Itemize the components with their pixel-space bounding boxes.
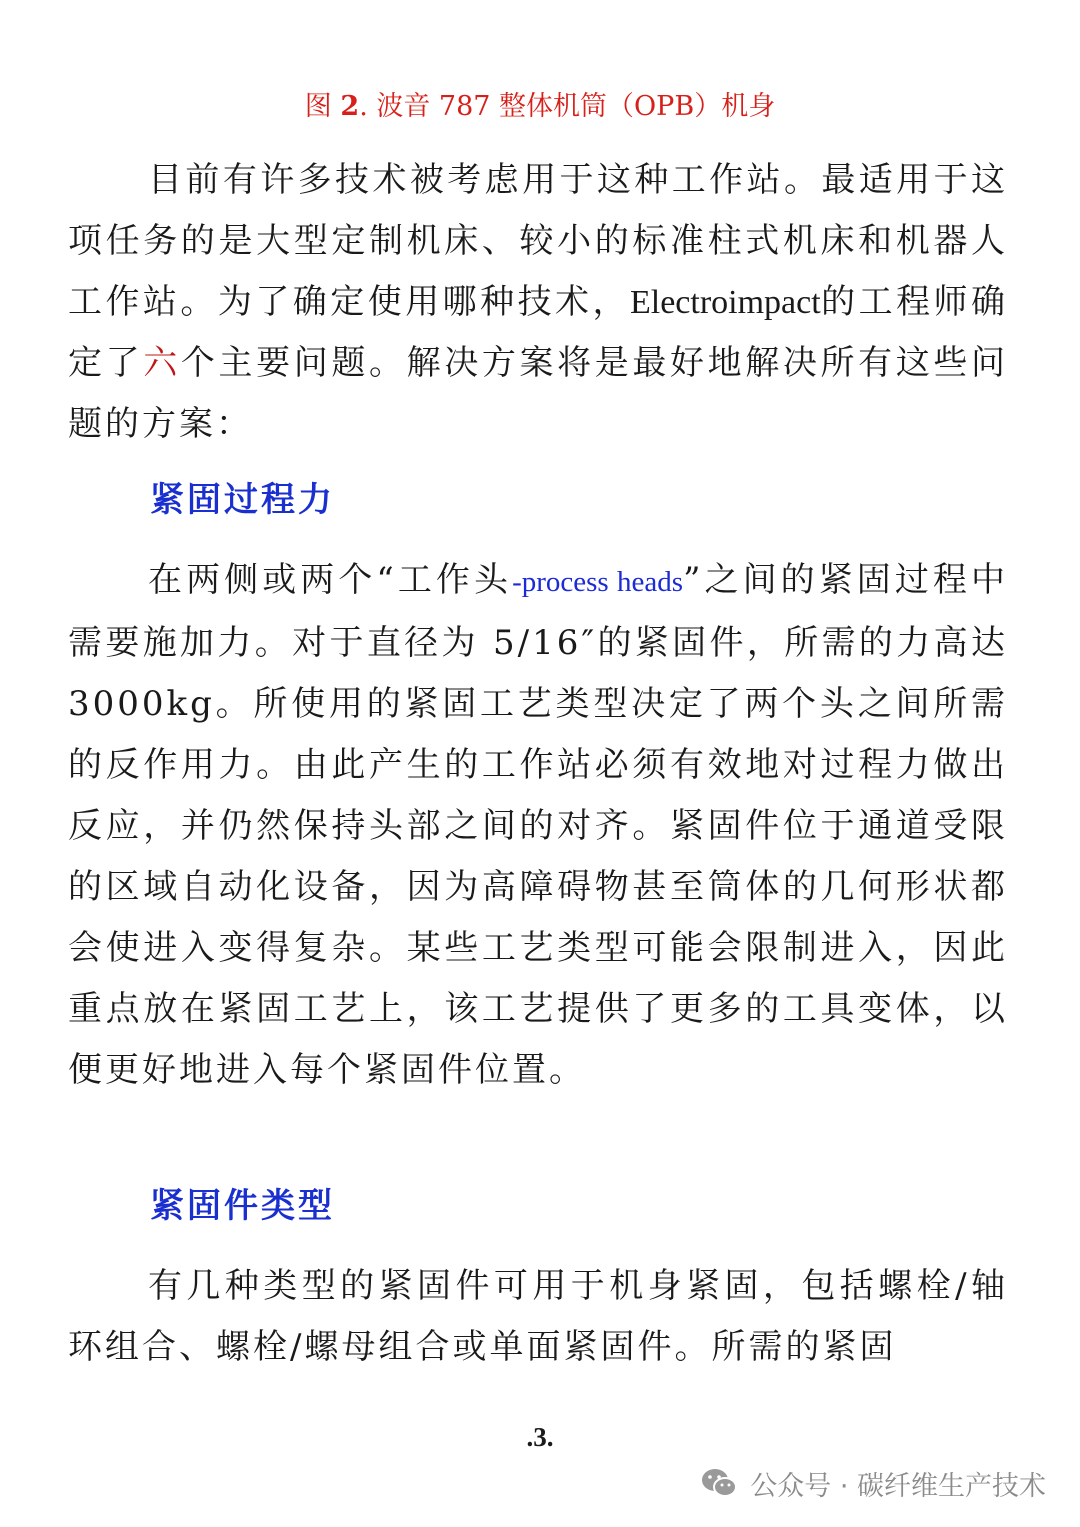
- paragraph-fastener-types: 有几种类型的紧固件可用于机身紧固，包括螺栓/轴环组合、螺栓/螺母组合或单面紧固件。所需的紧固: [68, 1266, 1008, 1367]
- watermark: [700, 1461, 1046, 1505]
- process-heads-term: -process heads: [512, 566, 684, 598]
- section-heading-fastener-types: 紧固件类型: [150, 1186, 335, 1226]
- figure-caption: [0, 84, 1080, 123]
- paragraph-intro: [68, 150, 1008, 455]
- paragraph-process-force-part2: ”之间的紧固过程中需要施加力。对于直径为 5/16″的紧固件，所需的力高达 3000kg。所使用的紧固工艺类型决定了两个头之间所需的反作用力。由此产生的工作站必须有效地对过程力做出反应，并仍然保持头部之间的对齐。紧固件位于通道受限的区域自动化设备，因为高障碍物甚至筒体的几何形状都会使进入变得复杂。某些工艺类型可能会限制进入，因此重点放在紧固工艺上，该工艺提供了更多的工具变体，以便更好地进入每个紧固件位置。: [68, 560, 1008, 1090]
- highlight-number: 六: [143, 343, 181, 383]
- section-heading-process-force: 紧固过程力: [150, 480, 335, 520]
- paragraph-intro-part2: 的工程师确定了: [68, 282, 1008, 383]
- company-name: Electroimpact: [629, 284, 821, 321]
- caption-prefix: 图: [304, 91, 341, 122]
- wechat-icon: [700, 1467, 738, 1499]
- caption-text: . 波音 787 整体机筒（OPB）机身: [359, 91, 776, 122]
- watermark-text: 公众号 · 碳纤维生产技术: [750, 1470, 1046, 1502]
- paragraph-intro-part3: 个主要问题。解决方案将是最好地解决所有这些问题的方案：: [68, 343, 1008, 444]
- paragraph-process-force: [68, 550, 1008, 1101]
- paragraph-intro-part1: 目前有许多技术被考虑用于这种工作站。最适用于这项任务的是大型定制机床、较小的标准柱式机床和机器人工作站。为了确定使用哪种技术，: [68, 160, 1008, 322]
- caption-number: 2: [340, 91, 360, 122]
- page-number: .3.: [526, 1422, 554, 1452]
- paragraph-process-force-part1: 在两侧或两个“工作头: [148, 560, 513, 600]
